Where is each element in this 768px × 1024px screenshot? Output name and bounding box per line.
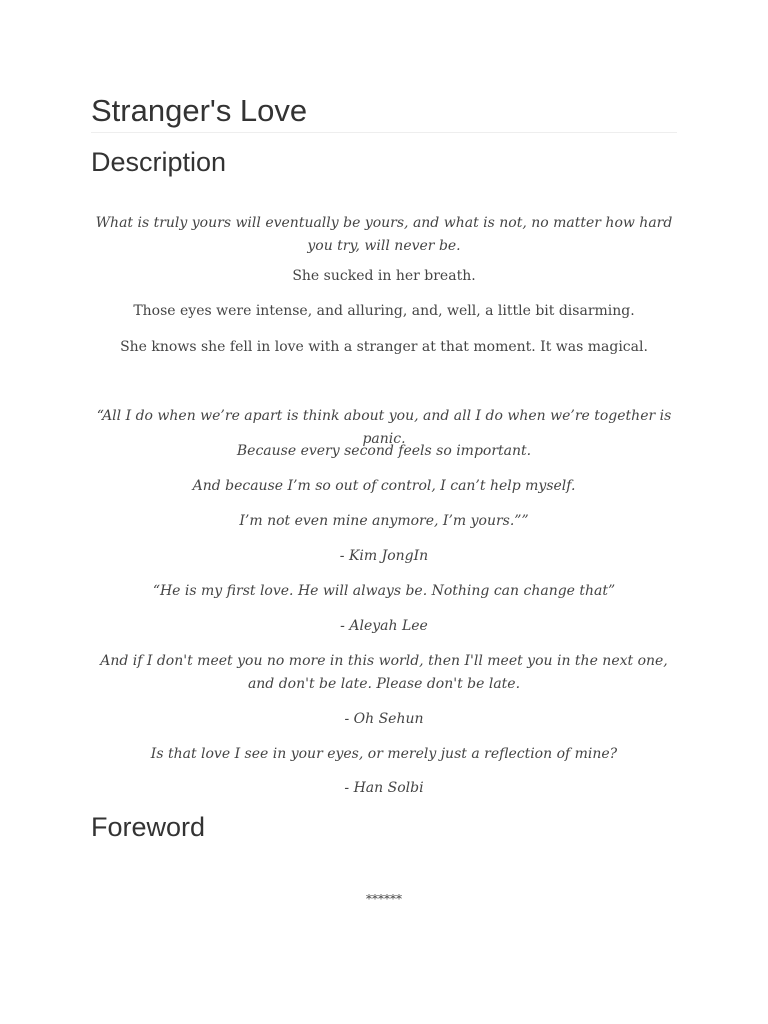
quote-line: “He is my first love. He will always be. Nothing can change that” [152, 583, 616, 599]
description-line: Those eyes were intense, and alluring, and, well, a little bit disarming. [133, 303, 635, 319]
quote-attribution: - Aleyah Lee [340, 618, 428, 634]
quote-attribution: - Han Solbi [344, 780, 424, 796]
section-separator: ****** [366, 892, 402, 906]
description-line: She knows she fell in love with a stranger at that moment. It was magical. [120, 339, 648, 355]
quote-line: Because every second feels so important. [236, 443, 532, 459]
description-heading: Description [91, 147, 227, 177]
quote-attribution: - Oh Sehun [344, 711, 424, 727]
description-epigraph: What is truly yours will eventually be yours, and what is not, no matter how hard you try, will never be. [95, 215, 673, 254]
foreword-heading: Foreword [91, 812, 206, 842]
quote-line: Is that love I see in your eyes, or merely just a reflection of mine? [150, 746, 618, 762]
description-line: She sucked in her breath. [292, 268, 476, 284]
title-divider [91, 132, 677, 133]
page-title: Stranger's Love [91, 93, 308, 128]
quote-line: “All I do when we’re apart is think about you, and all I do when we’re together is panic. [96, 408, 672, 447]
quote-line: And because I’m so out of control, I can’t help myself. [192, 478, 576, 494]
quote-line: And if I don't meet you no more in this world, then I'll meet you in the next one, and don't be late. Please don't be late. [100, 653, 668, 692]
quote-attribution: - Kim JongIn [339, 548, 429, 564]
quote-line: I’m not even mine anymore, I’m yours.”” [239, 513, 529, 529]
